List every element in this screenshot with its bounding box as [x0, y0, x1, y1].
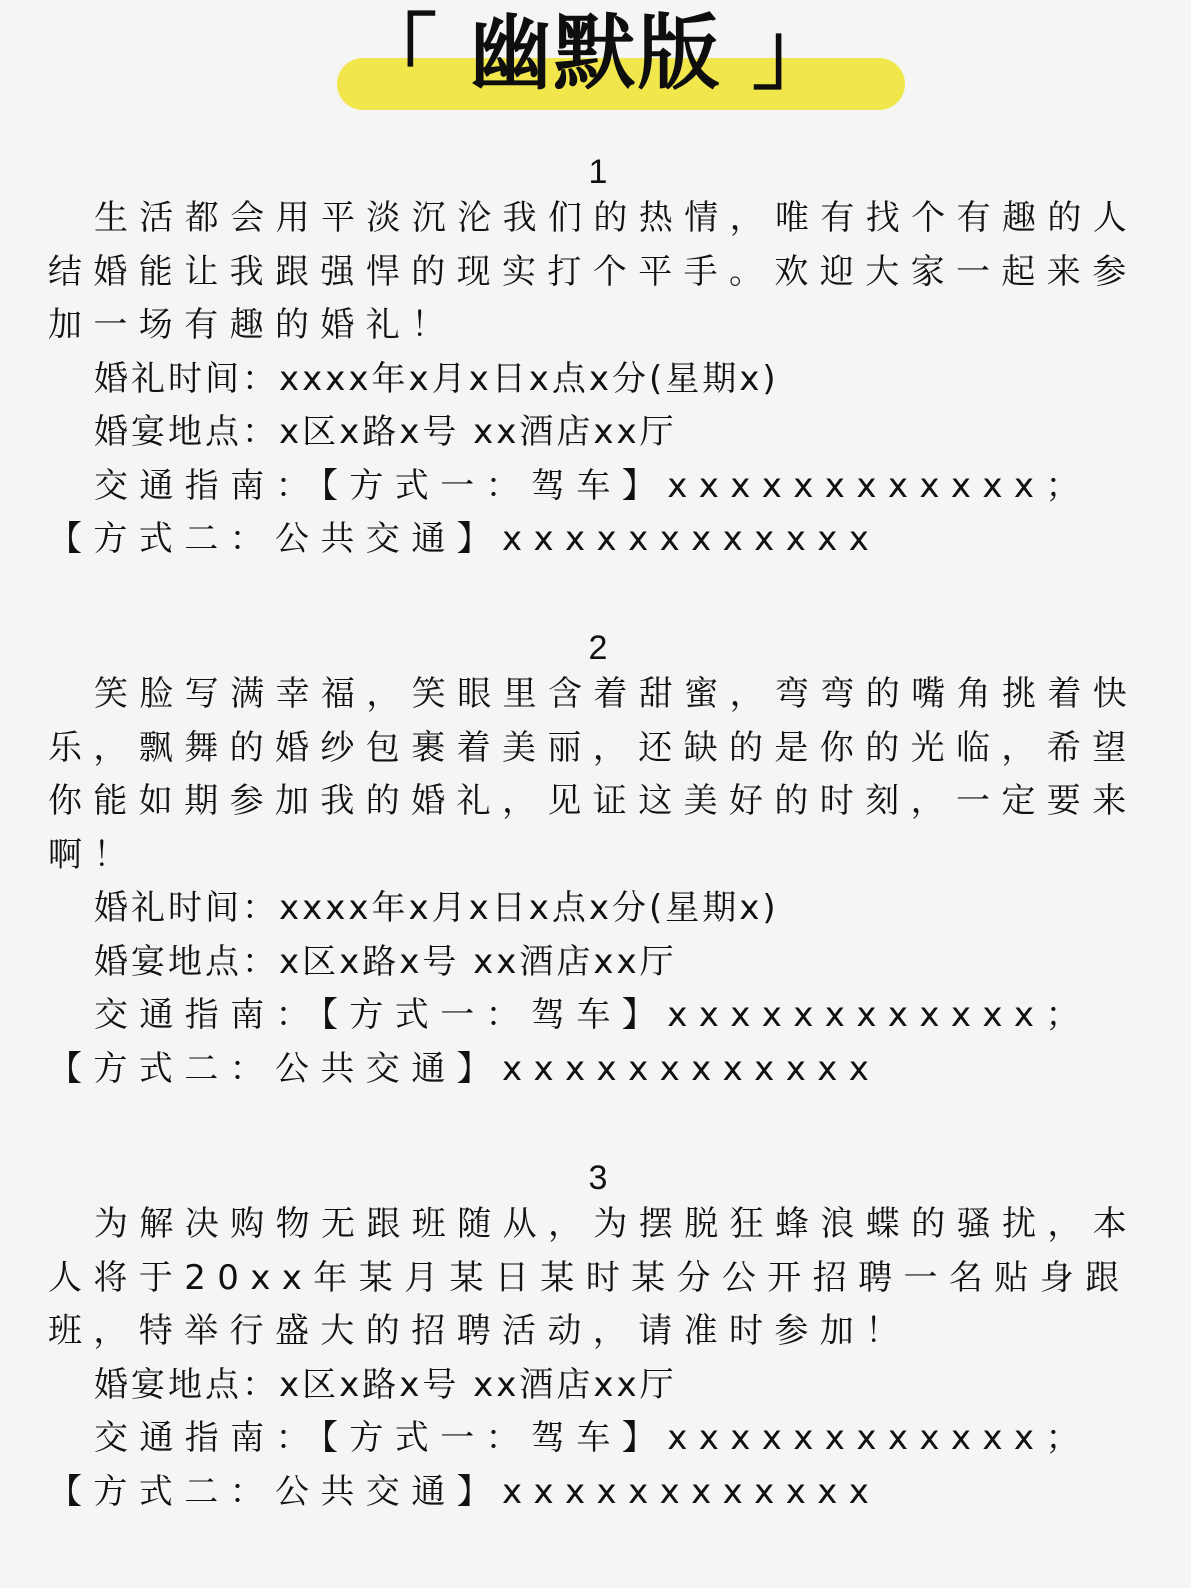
transport-guide: 交通指南：【方式一：驾车】xxxxxxxxxxxx；【方式二：公共交通】xxxxxxxxxxxx — [48, 995, 1091, 1089]
page-header — [0, 0, 1191, 120]
transport-guide: 交通指南：【方式一：驾车】xxxxxxxxxxxx；【方式二：公共交通】xxxxxxxxxxxx — [48, 1418, 1091, 1512]
invitation-section-2 — [48, 628, 1148, 1096]
transport-guide: 交通指南：【方式一：驾车】xxxxxxxxxxxx；【方式二：公共交通】xxxxxxxxxxxx — [48, 465, 1091, 559]
wedding-time: 婚礼时间：xxxx年x月x日x点x分(星期x) — [94, 888, 779, 928]
section-intro: 生活都会用平淡沉沦我们的热情，唯有找个有趣的人结婚能让我跟强悍的现实打个平手。欢迎大家一起来参加一场有趣的婚礼！ — [48, 198, 1139, 345]
wedding-venue: 婚宴地点：x区x路x号 xx酒店xx厅 — [94, 412, 677, 452]
section-number: 1 — [588, 153, 608, 191]
invitation-section-3 — [48, 1158, 1148, 1519]
invitation-section-1 — [48, 152, 1148, 567]
section-intro: 为解决购物无跟班随从，为摆脱狂蜂浪蝶的骚扰，本人将于20xx年某月某日某时某分公开招聘一名贴身跟班，特举行盛大的招聘活动，请准时参加！ — [48, 1204, 1139, 1351]
section-intro: 笑脸写满幸福，笑眼里含着甜蜜，弯弯的嘴角挑着快乐，飘舞的婚纱包裹着美丽，还缺的是你的光临，希望你能如期参加我的婚礼，见证这美好的时刻，一定要来啊！ — [48, 674, 1139, 875]
wedding-venue: 婚宴地点：x区x路x号 xx酒店xx厅 — [94, 1364, 677, 1405]
page-title: 「 幽默版 」 — [354, 6, 837, 101]
section-number: 2 — [588, 629, 608, 667]
section-number: 3 — [588, 1159, 608, 1197]
wedding-venue: 婚宴地点：x区x路x号 xx酒店xx厅 — [94, 941, 677, 982]
wedding-time: 婚礼时间：xxxx年x月x日x点x分(星期x) — [94, 358, 779, 399]
